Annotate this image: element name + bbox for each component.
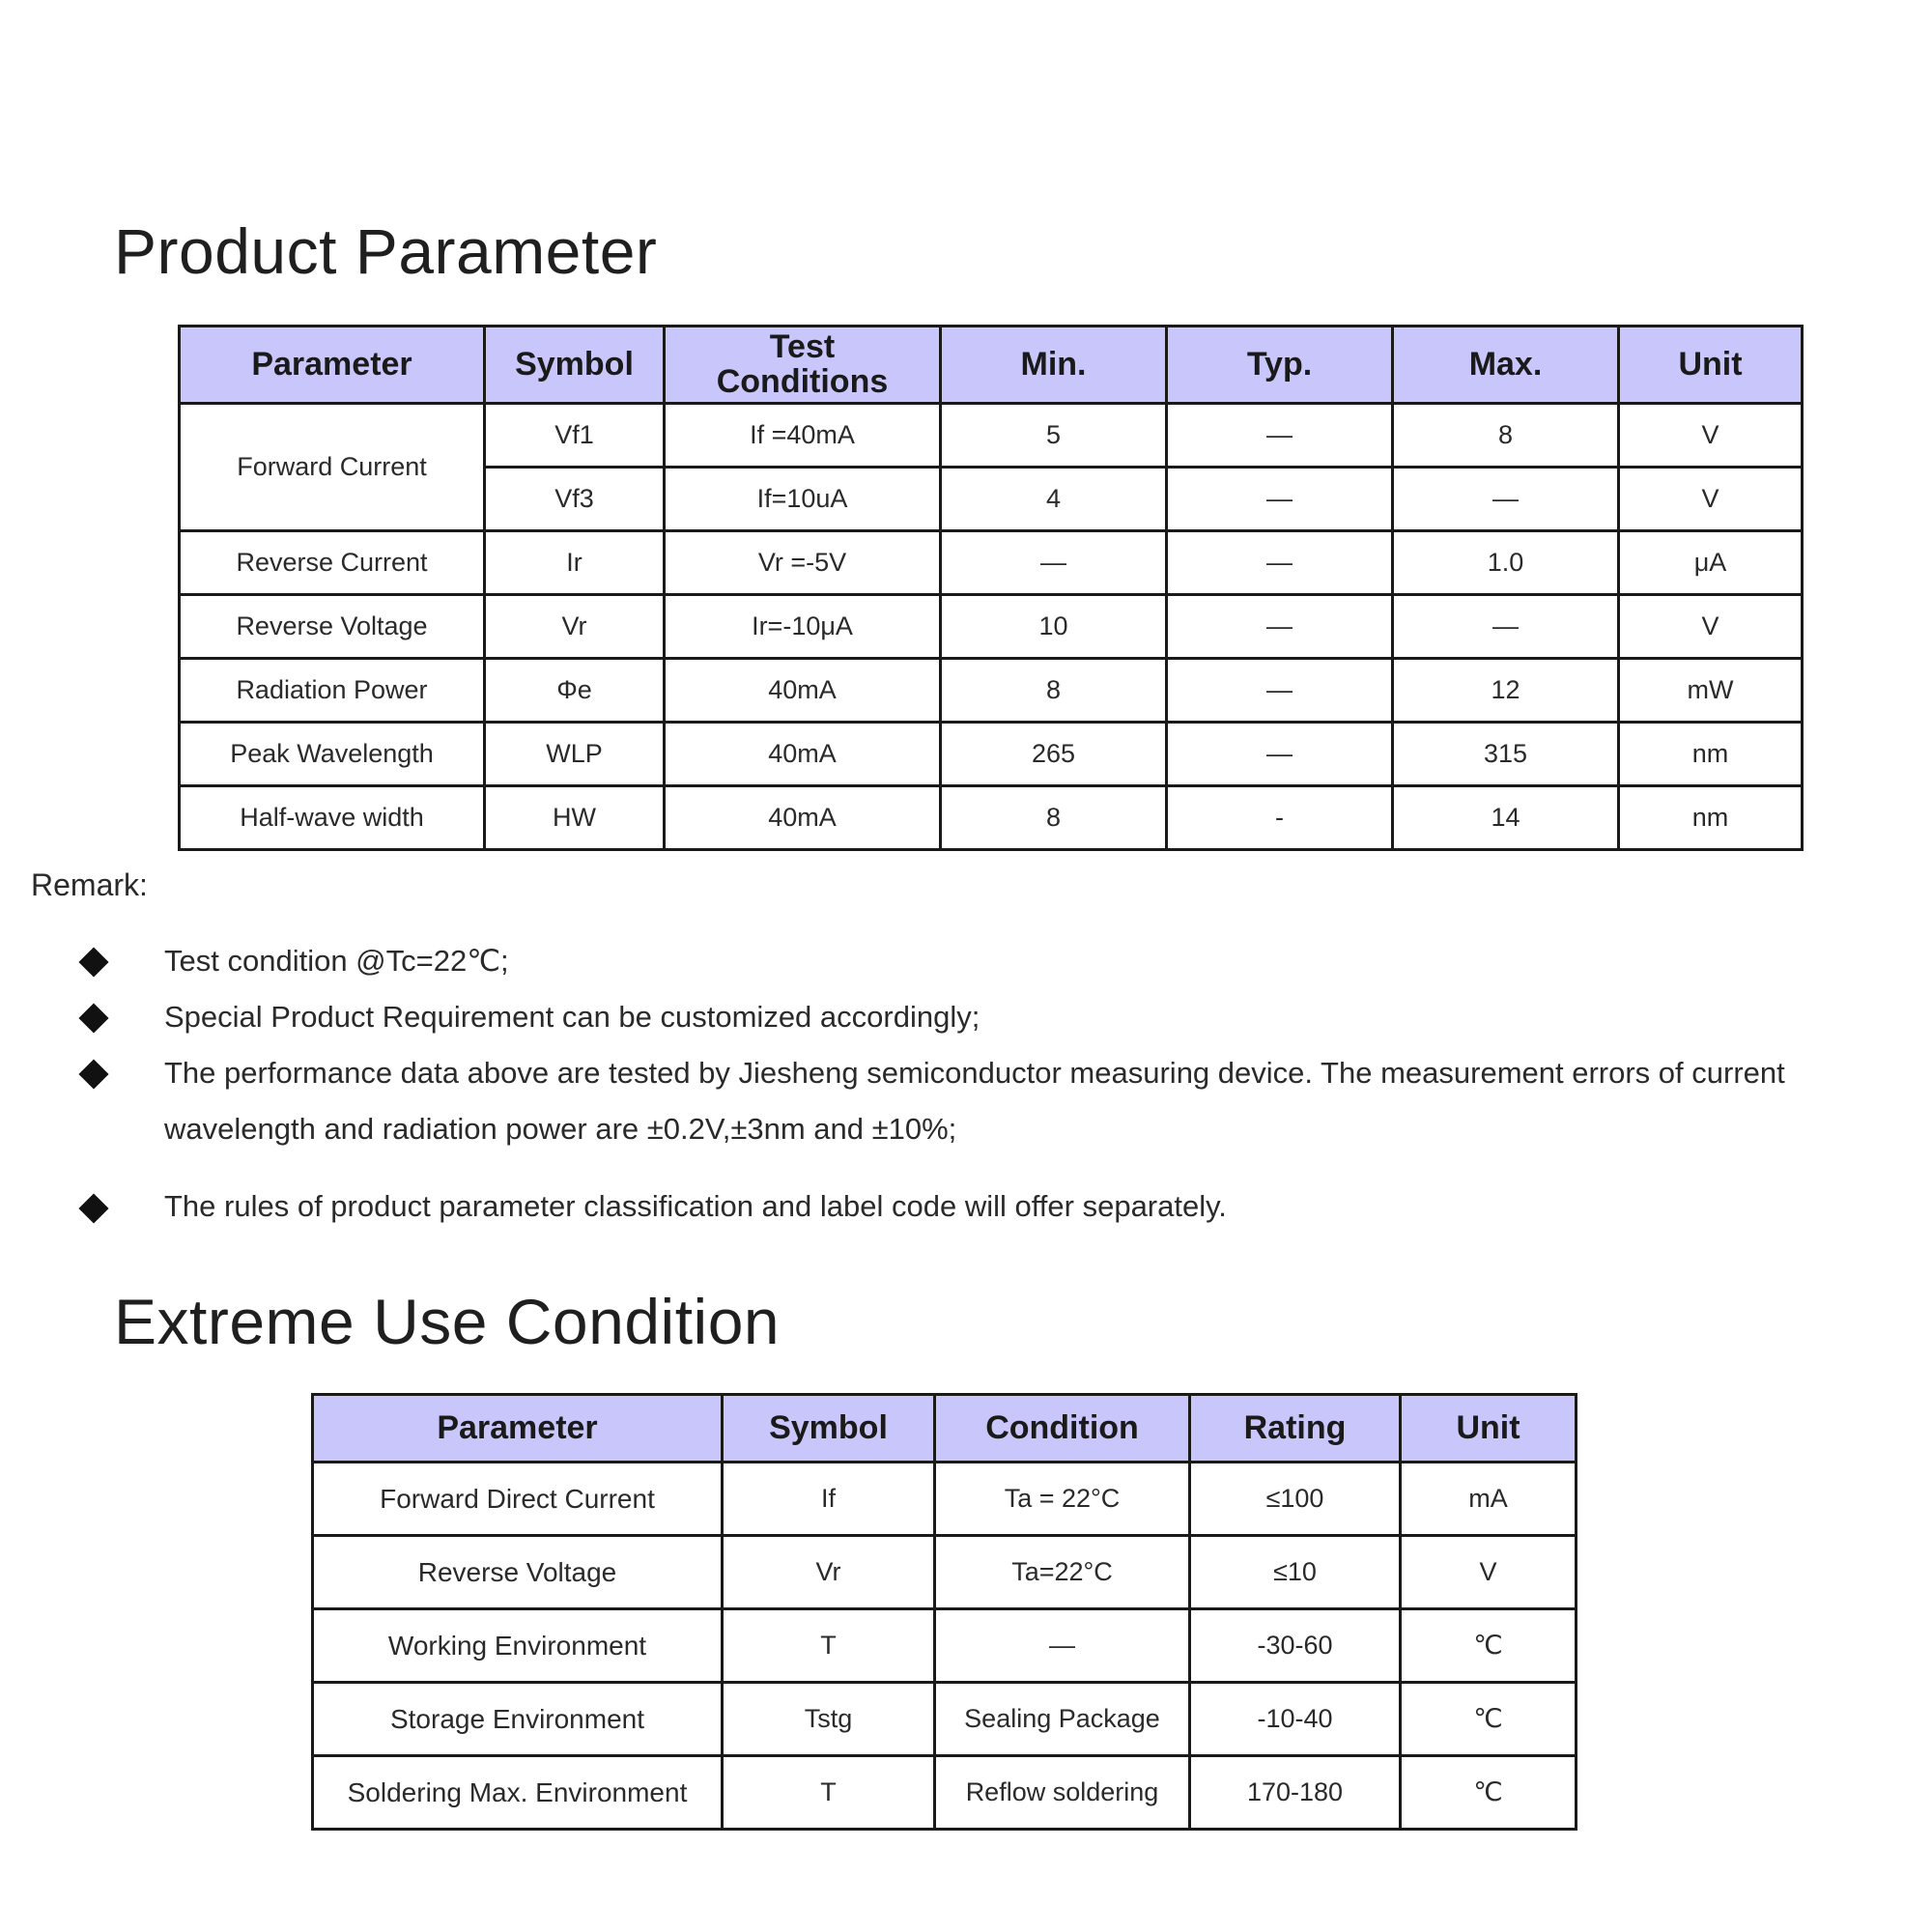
cell-unit: V (1619, 595, 1803, 659)
cell-rating: ≤10 (1190, 1536, 1401, 1609)
cell-rating: -10-40 (1190, 1683, 1401, 1756)
col-header-unit: Unit (1401, 1395, 1577, 1463)
cell-condition: If=10uA (665, 468, 941, 531)
cell-min: 5 (941, 404, 1167, 468)
cell-unit: ℃ (1401, 1683, 1577, 1756)
cell-condition: Sealing Package (935, 1683, 1190, 1756)
cell-typ: - (1167, 786, 1393, 850)
cell-typ: — (1167, 659, 1393, 723)
cell-condition: — (935, 1609, 1190, 1683)
bullet-diamond-icon (78, 1193, 108, 1223)
cell-parameter: Reverse Current (180, 531, 485, 595)
col-header-test-conditions (665, 327, 941, 404)
table-header-row (180, 327, 1803, 404)
col-header-min: Min. (941, 327, 1167, 404)
table-row (313, 1756, 1577, 1830)
table-row (313, 1683, 1577, 1756)
remark-note: Special Product Requirement can be customized accordingly; (164, 1000, 980, 1034)
extreme-use-condition-title: Extreme Use Condition (114, 1286, 781, 1357)
cell-condition: 40mA (665, 786, 941, 850)
cell-unit: ℃ (1401, 1609, 1577, 1683)
table-row (313, 1536, 1577, 1609)
cell-unit: mA (1401, 1463, 1577, 1536)
cell-parameter: Working Environment (313, 1609, 723, 1683)
cell-typ: — (1167, 531, 1393, 595)
cell-symbol: T (723, 1609, 935, 1683)
cell-rating: 170-180 (1190, 1756, 1401, 1830)
cell-max: 1.0 (1393, 531, 1619, 595)
cell-typ: — (1167, 595, 1393, 659)
cell-max: 315 (1393, 723, 1619, 786)
cell-min: 10 (941, 595, 1167, 659)
cell-symbol: Vr (723, 1536, 935, 1609)
table-row (313, 1463, 1577, 1536)
cell-condition: 40mA (665, 723, 941, 786)
cell-symbol: Vf1 (485, 404, 665, 468)
cell-unit: V (1619, 404, 1803, 468)
cell-symbol: Vr (485, 595, 665, 659)
remark-note-continued: wavelength and radiation power are ±0.2V,±3nm and ±10%; (164, 1112, 957, 1146)
cell-min: 8 (941, 786, 1167, 850)
cell-condition: If =40mA (665, 404, 941, 468)
cell-parameter: Half-wave width (180, 786, 485, 850)
table-row (313, 1609, 1577, 1683)
cell-max: 12 (1393, 659, 1619, 723)
bullet-diamond-icon (78, 947, 108, 977)
col-header-typ: Typ. (1167, 327, 1393, 404)
table-row (180, 531, 1803, 595)
remark-note: The rules of product parameter classification and label code will offer separately. (164, 1189, 1227, 1223)
cell-min: — (941, 531, 1167, 595)
cell-max: 8 (1393, 404, 1619, 468)
bullet-diamond-icon (78, 1003, 108, 1033)
cell-typ: — (1167, 468, 1393, 531)
cell-min: 265 (941, 723, 1167, 786)
col-header-max: Max. (1393, 327, 1619, 404)
cell-condition: 40mA (665, 659, 941, 723)
table-row (180, 659, 1803, 723)
cell-symbol: If (723, 1463, 935, 1536)
col-header-rating: Rating (1190, 1395, 1401, 1463)
cell-symbol: WLP (485, 723, 665, 786)
col-header-unit: Unit (1619, 327, 1803, 404)
cell-symbol: Tstg (723, 1683, 935, 1756)
bullet-diamond-icon (78, 1059, 108, 1089)
cell-unit: μA (1619, 531, 1803, 595)
product-parameter-title: Product Parameter (114, 215, 658, 287)
cell-rating: ≤100 (1190, 1463, 1401, 1536)
cell-max: — (1393, 595, 1619, 659)
cell-symbol: Vf3 (485, 468, 665, 531)
col-header-test-conditions-text: Test Conditions (716, 327, 889, 400)
cell-parameter: Soldering Max. Environment (313, 1756, 723, 1830)
remark-note: The performance data above are tested by Jiesheng semiconductor measuring device. The measurement errors of current (164, 1056, 1785, 1090)
cell-min: 4 (941, 468, 1167, 531)
cell-parameter: Forward Current (180, 404, 485, 531)
cell-unit: mW (1619, 659, 1803, 723)
table-row (180, 404, 1803, 468)
cell-min: 8 (941, 659, 1167, 723)
cell-symbol: T (723, 1756, 935, 1830)
cell-parameter: Reverse Voltage (313, 1536, 723, 1609)
col-header-parameter: Parameter (180, 327, 485, 404)
table-row (180, 595, 1803, 659)
cell-symbol: Φe (485, 659, 665, 723)
table-row (180, 723, 1803, 786)
cell-unit: nm (1619, 786, 1803, 850)
cell-condition: Ir=-10μA (665, 595, 941, 659)
cell-max: — (1393, 468, 1619, 531)
table-row (180, 786, 1803, 850)
col-header-symbol: Symbol (485, 327, 665, 404)
cell-rating: -30-60 (1190, 1609, 1401, 1683)
remark-note: Test condition @Tc=22℃; (164, 944, 509, 978)
extreme-use-condition-table (311, 1393, 1577, 1831)
table-header-row (313, 1395, 1577, 1463)
cell-symbol: Ir (485, 531, 665, 595)
cell-typ: — (1167, 723, 1393, 786)
cell-symbol: HW (485, 786, 665, 850)
cell-typ: — (1167, 404, 1393, 468)
cell-unit: nm (1619, 723, 1803, 786)
cell-condition: Ta = 22°C (935, 1463, 1190, 1536)
cell-parameter: Peak Wavelength (180, 723, 485, 786)
cell-condition: Vr =-5V (665, 531, 941, 595)
cell-max: 14 (1393, 786, 1619, 850)
cell-parameter: Radiation Power (180, 659, 485, 723)
cell-parameter: Reverse Voltage (180, 595, 485, 659)
cell-parameter: Forward Direct Current (313, 1463, 723, 1536)
cell-unit: ℃ (1401, 1756, 1577, 1830)
col-header-symbol: Symbol (723, 1395, 935, 1463)
cell-condition: Reflow soldering (935, 1756, 1190, 1830)
col-header-condition: Condition (935, 1395, 1190, 1463)
cell-unit: V (1401, 1536, 1577, 1609)
cell-parameter: Storage Environment (313, 1683, 723, 1756)
product-parameter-table (178, 325, 1804, 851)
col-header-parameter: Parameter (313, 1395, 723, 1463)
remark-label: Remark: (31, 867, 148, 902)
cell-unit: V (1619, 468, 1803, 531)
cell-condition: Ta=22°C (935, 1536, 1190, 1609)
